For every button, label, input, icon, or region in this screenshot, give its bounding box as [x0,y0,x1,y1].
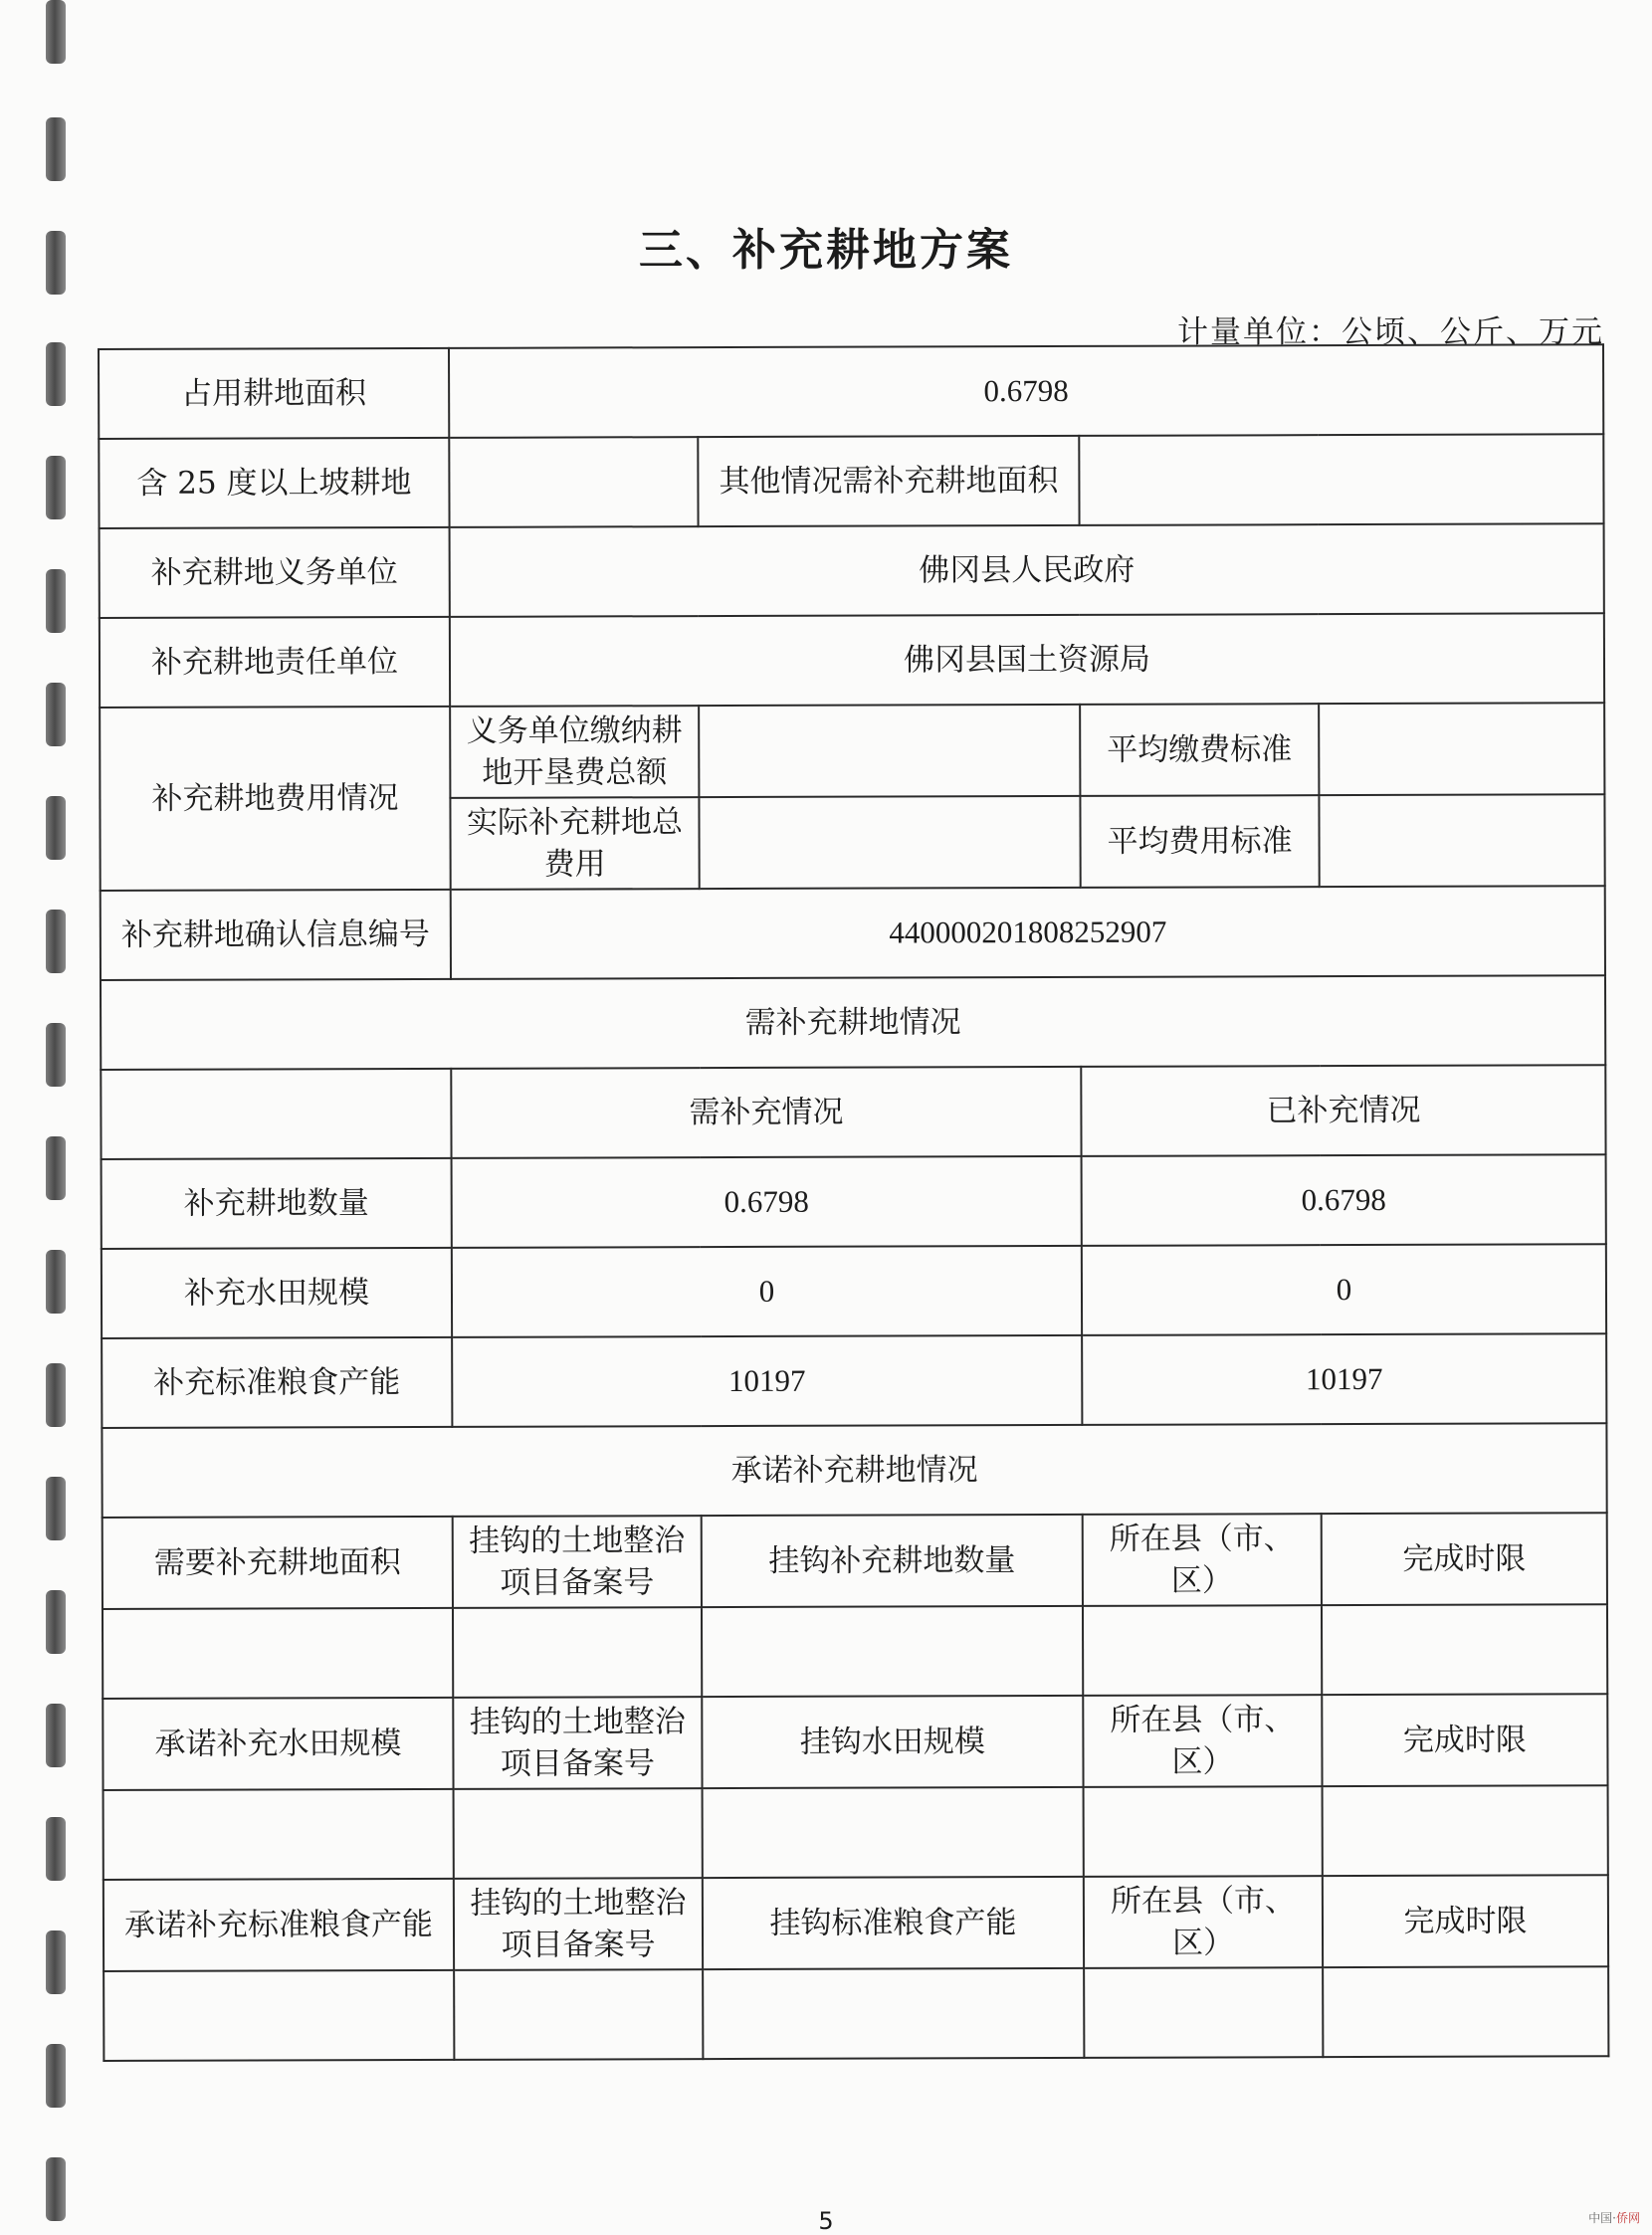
promise-col-record-no: 挂钩的土地整治项目备案号 [453,1697,702,1789]
row-obligation-unit [100,523,1604,618]
promise-block-label: 承诺补充水田规模 [103,1698,453,1790]
promise-col-deadline: 完成时限 [1322,1694,1607,1786]
blank-cell [703,1787,1084,1878]
blank-cell [103,1789,454,1880]
row-promise-paddy-header [103,1694,1607,1790]
watermark-left: 中国 [1588,2211,1613,2225]
row-need-heading [101,975,1605,1070]
blank-cell [1084,1967,1323,2058]
blank-cell [454,1969,703,2060]
confirm-no-value: 440000201808252907 [451,886,1605,979]
blank-cell [702,1606,1083,1697]
promise-col-amount: 挂钩水田规模 [702,1696,1083,1788]
promise-col-deadline: 完成时限 [1322,1513,1607,1605]
row-promise-area-blank [103,1604,1607,1699]
promise-col-amount: 挂钩标准粮食产能 [703,1877,1084,1969]
blank-cell [103,1608,453,1699]
need-row-label: 补充标准粮食产能 [102,1337,452,1428]
paid-total-value [699,705,1080,797]
obligation-unit-value: 佛冈县人民政府 [450,523,1604,617]
watermark-right: 侨网 [1615,2211,1640,2225]
actual-total-label: 实际补充耕地总费用 [450,797,699,890]
slope-label: 含 25 度以上坡耕地 [99,438,449,528]
avg-cost-label: 平均费用标准 [1080,795,1319,888]
unit-note: 计量单位：公顷、公斤、万元 [1177,314,1604,350]
blank-cell [703,1968,1084,2059]
other-area-value [1079,434,1603,525]
row-promise-heading [102,1423,1606,1518]
blank-cell [103,1970,454,2061]
row-need-grain [102,1333,1606,1428]
paid-total-label: 义务单位缴纳耕地开垦费总额 [450,706,699,798]
avg-pay-label: 平均缴费标准 [1080,704,1319,796]
promise-col-deadline: 完成时限 [1323,1875,1608,1967]
responsible-unit-value: 佛冈县国土资源局 [450,613,1604,707]
other-area-label: 其他情况需补充耕地面积 [698,436,1079,526]
row-cost-1 [100,703,1604,799]
promise-col-record-no: 挂钩的土地整治项目备案号 [454,1878,703,1970]
avg-pay-value [1319,703,1604,795]
done-col-header: 已补充情况 [1081,1065,1605,1156]
page-title: 三、补充耕地方案 [639,225,1013,276]
done-value: 0 [1082,1244,1606,1335]
row-promise-area-header [103,1513,1607,1609]
row-need-quantity [102,1154,1606,1249]
need-value: 0.6798 [452,1156,1082,1248]
row-occupied-area [99,344,1603,439]
blank-cell [1323,1966,1608,2057]
obligation-unit-label: 补充耕地义务单位 [100,527,450,618]
responsible-unit-label: 补充耕地责任单位 [100,617,450,708]
promise-block-label: 承诺补充标准粮食产能 [103,1879,454,1971]
need-section-heading: 需补充耕地情况 [101,975,1605,1070]
promise-col-county: 所在县（市、区） [1083,1514,1322,1606]
blank-cell [1083,1605,1322,1696]
row-slope [99,434,1603,528]
occupied-area-value: 0.6798 [449,344,1603,438]
need-value: 0 [452,1246,1082,1337]
row-promise-paddy-blank [103,1785,1608,1880]
avg-cost-value [1319,794,1604,887]
row-promise-grain-header [103,1875,1608,1971]
promise-block-label: 需要补充耕地面积 [103,1517,453,1609]
row-need-columns [101,1065,1605,1159]
binding-holes [46,0,72,2234]
need-row-label: 补充水田规模 [102,1248,452,1338]
confirm-no-label: 补充耕地确认信息编号 [101,890,451,980]
done-value: 10197 [1082,1333,1606,1425]
slope-value [449,437,698,527]
promise-section-heading: 承诺补充耕地情况 [102,1423,1606,1518]
need-corner-cell [101,1069,451,1159]
blank-cell [1084,1786,1323,1877]
cost-label: 补充耕地费用情况 [100,707,451,891]
occupied-area-label: 占用耕地面积 [99,348,449,439]
promise-col-county: 所在县（市、区） [1084,1876,1323,1968]
supplement-farmland-table [98,343,1609,2062]
need-row-label: 补充耕地数量 [102,1158,452,1249]
need-value: 10197 [452,1335,1082,1427]
row-confirm-no [101,886,1605,980]
need-col-header: 需补充情况 [451,1067,1081,1158]
row-need-paddy [102,1244,1606,1338]
row-promise-grain-blank [103,1966,1608,2061]
done-value: 0.6798 [1082,1154,1606,1246]
promise-col-record-no: 挂钩的土地整治项目备案号 [453,1516,702,1608]
blank-cell [1323,1785,1608,1876]
watermark: 中国·侨网 [1588,2211,1640,2225]
actual-total-value [699,796,1080,889]
page-number: 5 [818,2207,834,2235]
blank-cell [1322,1604,1607,1695]
promise-col-county: 所在县（市、区） [1083,1695,1322,1787]
blank-cell [453,1607,702,1698]
promise-col-amount: 挂钩补充耕地数量 [702,1515,1083,1607]
row-responsible-unit [100,613,1604,708]
blank-cell [454,1788,703,1879]
